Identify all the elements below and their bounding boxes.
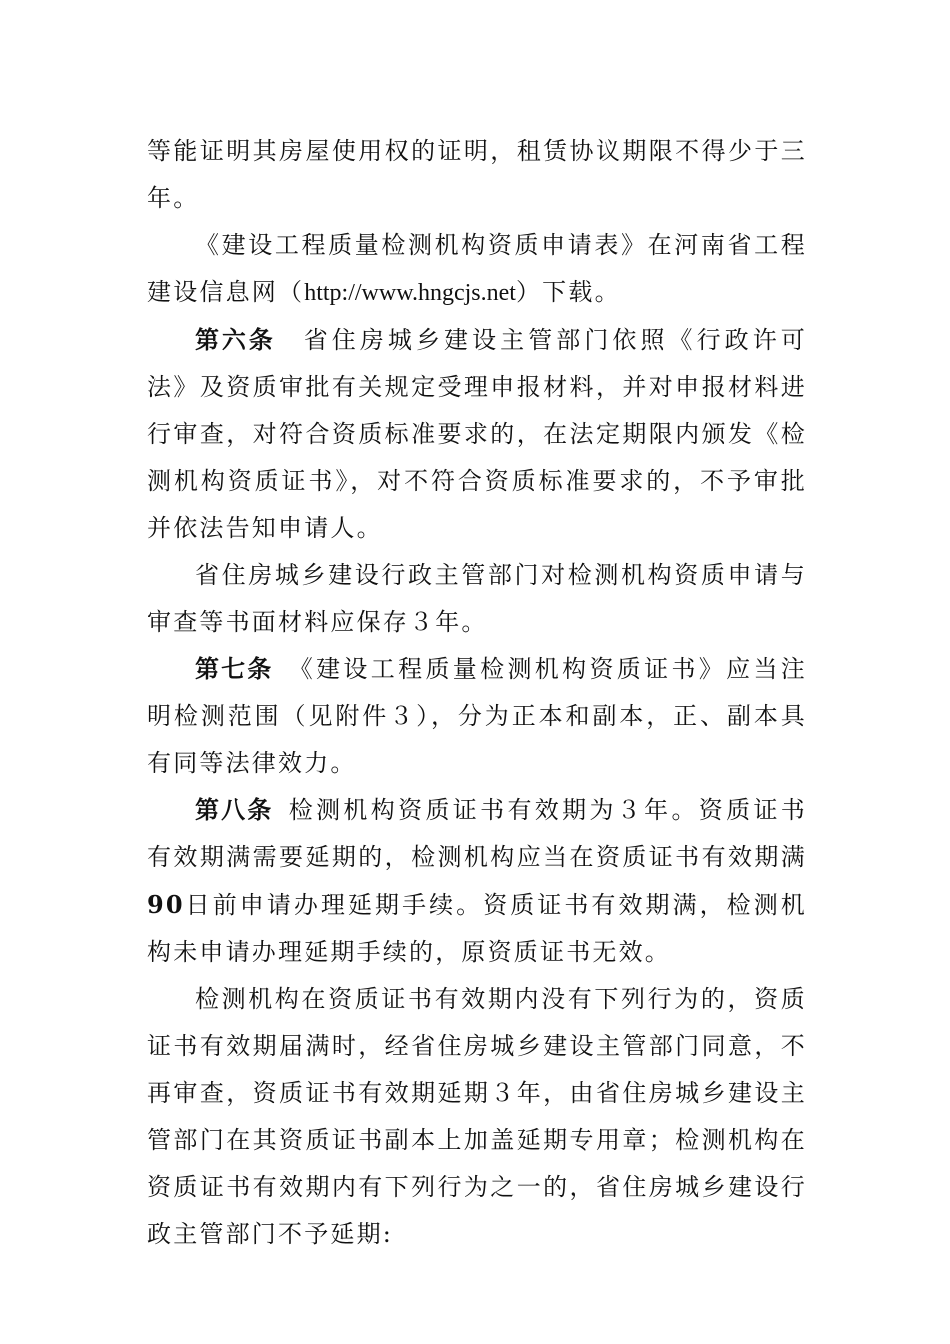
article-text: 检测机构资质证书有效期为３年。资质证书有效期满需要延期的，检测机构应当在资质证书有效期满 — [147, 796, 808, 871]
article-text: 省住房城乡建设主管部门依照《行政许可法》及资质审批有关规定受理申报材料，并对申报材料进行审查，对符合资质标准要求的，在法定期限内颁发《检测机构资质证书》，对不符合资质标准要求的，不予审批并依法告知申请人。 — [147, 326, 808, 542]
article-6 — [147, 317, 807, 552]
paragraph-text: 检测机构在资质证书有效期内没有下列行为的，资质证书有效期届满时，经省住房城乡建设主管部门同意，不再审查，资质证书有效期延期３年，由省住房城乡建设主管部门在其资质证书副本上加盖延期专用章；检测机构在资质证书有效期内有下列行为之一的，省住房城乡建设行政主管部门不予延期: — [147, 985, 807, 1248]
article-text: 《建设工程质量检测机构资质证书》应当注明检测范围（见附件３），分为正本和副本，正、副本具有同等法律效力。 — [147, 655, 808, 777]
paragraph-continuation — [147, 128, 807, 222]
article-8 — [147, 787, 807, 976]
paragraph-download-info — [147, 222, 807, 317]
paragraph-extension-conditions — [147, 976, 807, 1258]
website-url: http://www.hngcjs.net — [304, 280, 516, 306]
article-label: 第六条 — [195, 326, 276, 354]
document-body — [147, 128, 807, 1258]
bold-number: 90 — [147, 890, 185, 919]
article-label: 第八条 — [195, 796, 274, 824]
paragraph-text: 《建设工程质量检测机构资质申请表》在河南省工程建设信息网（ — [147, 231, 807, 306]
paragraph-text: ）下载。 — [515, 278, 621, 306]
article-text: 日前申请办理延期手续。资质证书有效期满，检测机构未申请办理延期手续的，原资质证书无效。 — [147, 891, 807, 966]
article-label: 第七条 — [195, 655, 274, 683]
paragraph-retention — [147, 552, 807, 646]
paragraph-text: 等能证明其房屋使用权的证明，租赁协议期限不得少于三年。 — [147, 137, 807, 212]
paragraph-text: 省住房城乡建设行政主管部门对检测机构资质申请与审查等书面材料应保存３年。 — [147, 561, 807, 636]
article-7 — [147, 646, 807, 787]
